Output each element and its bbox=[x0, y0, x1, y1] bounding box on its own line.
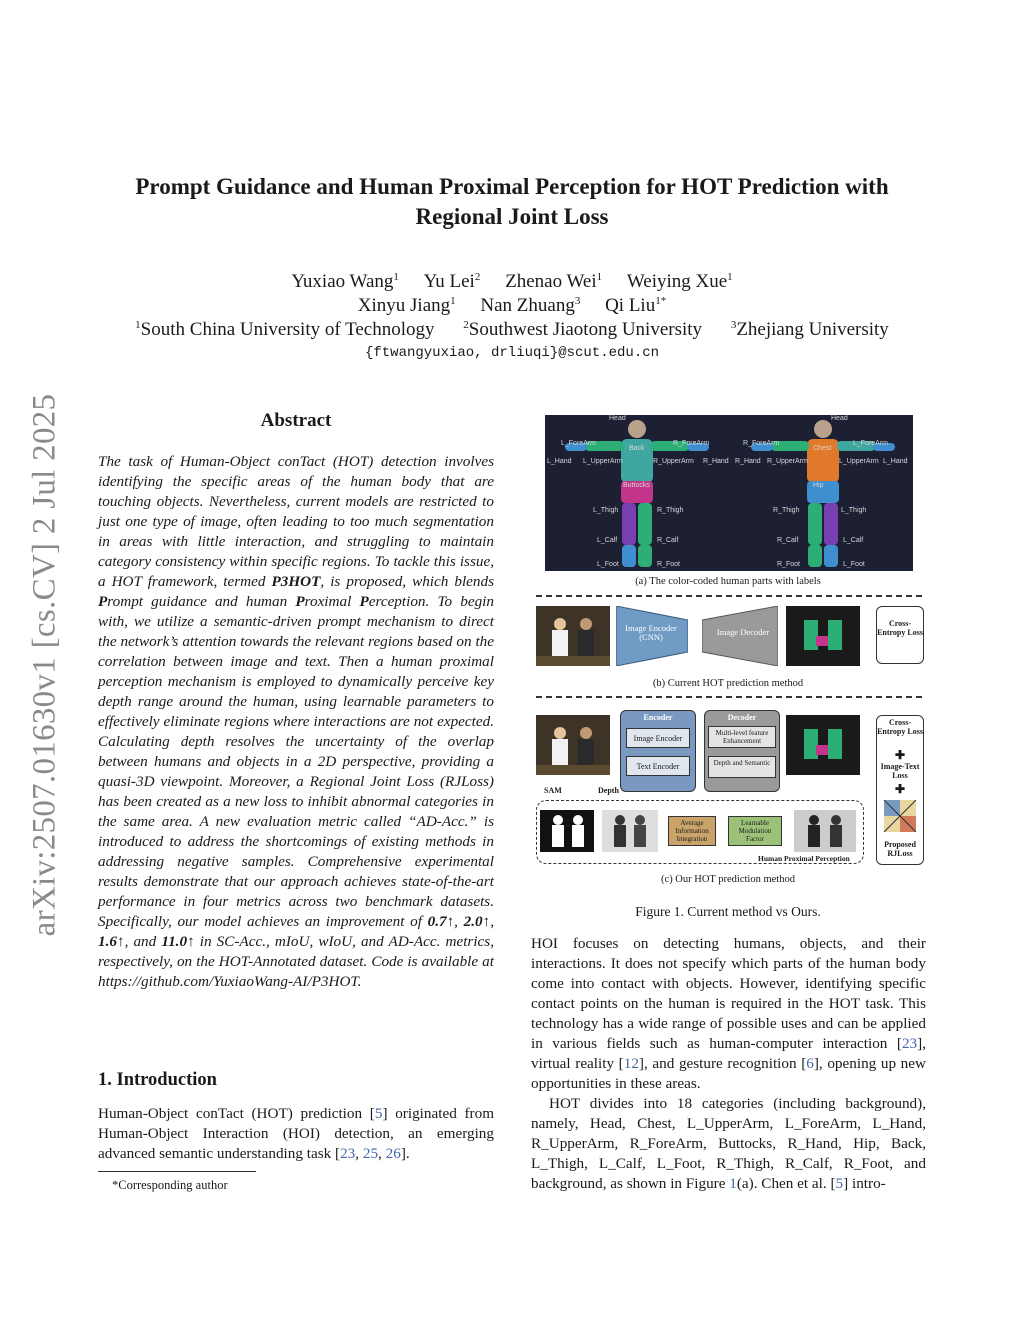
cross-entropy-loss-b: Cross-Entropy Loss bbox=[876, 606, 924, 664]
part-label: R_Foot bbox=[777, 561, 800, 568]
rjloss-grid-icon bbox=[884, 800, 916, 832]
paper-title: Prompt Guidance and Human Proximal Perception for HOT Prediction with Regional Joint Loss bbox=[135, 174, 889, 229]
part-label: L_Thigh bbox=[841, 507, 867, 514]
part-label: R_Hand bbox=[703, 458, 729, 465]
right-paragraph-2: HOT divides into 18 categories (including background), namely, Head, Chest, L_UpperArm, L_ForeArm, L_Hand, R_UpperArm, R_ForeArm, Buttocks, R_Hand, Hip, Back, L_Thigh, L_Calf, L_Foot, R_Thigh, R_Calf, R_Foot, and background, as shown in Figure 1(a). Chen et al. [5] intro- bbox=[531, 1095, 926, 1192]
figure-1-caption: Figure 1. Current method vs Ours. bbox=[635, 904, 821, 919]
depth-label: Depth bbox=[598, 786, 619, 795]
part-label: L_Hand bbox=[883, 458, 908, 465]
decoder-block bbox=[704, 710, 780, 792]
figure-1a-panel bbox=[545, 415, 913, 571]
part-label: L_Foot bbox=[843, 561, 865, 568]
part-label: Hip bbox=[813, 482, 824, 489]
author-name: Nan Zhuang bbox=[480, 295, 575, 316]
affiliations bbox=[100, 318, 924, 342]
author-line-2 bbox=[100, 294, 924, 318]
part-label: R_Thigh bbox=[657, 507, 684, 514]
prediction-output-c bbox=[786, 715, 860, 775]
affiliation: South China University of Technology bbox=[140, 319, 435, 340]
prediction-output bbox=[786, 606, 860, 666]
rjloss-label: Proposed RJLoss bbox=[884, 840, 916, 858]
part-label: Buttocks bbox=[623, 482, 650, 489]
part-label: L_UpperArm bbox=[583, 458, 623, 465]
part-label: R_Foot bbox=[657, 561, 680, 568]
part-label: Head bbox=[831, 415, 848, 422]
input-photo bbox=[536, 606, 610, 666]
part-label: R_Calf bbox=[657, 537, 679, 544]
image-encoder-label: Image Encoder (CNN) bbox=[625, 623, 677, 642]
author-name: Yuxiao Wang bbox=[291, 271, 394, 292]
part-label: R_UpperArm bbox=[653, 458, 694, 465]
abstract-text: The task of Human-Object conTact (HOT) detection involves identifying the specific areas of the human body that are touching objects. Nevertheless, current models are restricted to just one type of image, often leading to too much segmentation in areas with little interaction, and struggling to maintain category consistency within specific regions. To tackle this issue, a HOT framework, termed P3HOT, is proposed, which blends Prompt guidance and human Proximal Perception. To begin with, we utilize a semantic-driven prompt mechanism to direct the network’s attention towards the relevant regions based on the correlation between image and text. Then a human proximal perception mechanism is employed to dynamically perceive key depth range around the human, using learnable parameters to effectively eliminate regions where interactions are not expected. Calculating depth resolves the uncertainty of the overlap between humans and objects in a 2D perspective, providing a quasi-3D viewpoint. Moreover, a Regional Joint Loss (RJLoss) has been created as a new loss to inhibit abnormal categories in the same area. A new evaluation metric called “AD-Acc.” is introduced to address the shortcomings of existing methods in addressing negative samples. Comprehensive experimental results demonstrate that our approach achieves state-of-the-art performance in four metrics across two benchmark datasets. Specifically, our model achieves an improvement of 0.7↑, 2.0↑, 1.6↑, and 11.0↑ in SC-Acc., mIoU, wIoU, and AD-Acc. metrics, respectively, on the HOT-Annotated dataset. Code is available at https://github.com/YuxiaoWang-AI/P3HOT. bbox=[98, 453, 495, 990]
grid-icon bbox=[884, 800, 916, 832]
part-label: L_Foot bbox=[597, 561, 619, 568]
image-text-loss: Image-Text Loss bbox=[880, 762, 920, 780]
affil-sup: 3 bbox=[730, 319, 737, 331]
part-label: Head bbox=[609, 415, 626, 422]
part-label: R_Hand bbox=[735, 458, 761, 465]
author-name: Yu Lei bbox=[423, 271, 475, 292]
intro-heading: 1. Introduction bbox=[98, 1070, 217, 1090]
author-sup: 1 bbox=[727, 271, 733, 283]
divider bbox=[536, 595, 922, 597]
part-label: R_Calf bbox=[777, 537, 799, 544]
divider bbox=[536, 696, 922, 698]
people-photo-icon bbox=[536, 715, 610, 775]
encoder-block bbox=[620, 710, 696, 792]
author-name: Weiying Xue bbox=[626, 271, 728, 292]
depth-silhouette-icon bbox=[602, 810, 658, 852]
prediction-mask-icon bbox=[786, 715, 860, 775]
author-email: {ftwangyuxiao, drliuqi}@scut.edu.cn bbox=[364, 345, 660, 361]
abstract-heading: Abstract bbox=[260, 410, 332, 431]
author-sup: 2 bbox=[474, 271, 481, 283]
affiliation: Southwest Jiaotong University bbox=[468, 319, 703, 340]
part-label: L_Calf bbox=[597, 537, 618, 544]
author-name: Zhenao Wei bbox=[505, 271, 597, 292]
right-paragraph-1: HOI focuses on detecting humans, objects, and their interactions. It does not specify which parts of the human body come into contact with objects. However, identifying specific contact points on the human is required in the HOT task. This technology has a wide range of possible uses and can be applied in various fields such as human-computer interaction [23], virtual reality [12], and gesture recognition [6], opening up new opportunities in these areas. bbox=[531, 935, 926, 1092]
hpp-label: Human Proximal Perception bbox=[758, 854, 850, 863]
input-photo-c bbox=[536, 715, 610, 775]
author-line-1 bbox=[100, 270, 924, 294]
part-label: L_ForeArm bbox=[561, 440, 597, 447]
part-label: L_Thigh bbox=[593, 507, 619, 514]
author-sup: 1 bbox=[596, 271, 603, 283]
footnote-rule bbox=[98, 1171, 256, 1172]
figure-1 bbox=[530, 410, 926, 925]
affil-sup: 1 bbox=[135, 319, 141, 331]
part-label: L_UpperArm bbox=[839, 458, 879, 465]
footnote: *Corresponding author bbox=[112, 1178, 228, 1192]
arxiv-stamp bbox=[20, 385, 70, 945]
affil-sup: 2 bbox=[463, 319, 469, 331]
depth-silhouette-icon bbox=[794, 810, 856, 852]
part-label: R_UpperArm bbox=[767, 458, 808, 465]
arxiv-stamp-text: arXiv:2507.01630v1 [cs.CV] 2 Jul 2025 bbox=[26, 393, 63, 937]
plus-icon: ✚ bbox=[894, 748, 906, 762]
prediction-mask-icon bbox=[786, 606, 860, 666]
decoder-title: Decoder bbox=[727, 713, 757, 722]
part-label: L_ForeArm bbox=[853, 440, 889, 447]
sam-mask bbox=[540, 810, 594, 852]
figure-1a-caption: (a) The color-coded human parts with labels bbox=[635, 576, 821, 587]
learnable-factor-block: Learnable Modulation Factor bbox=[728, 816, 782, 846]
perceived-depth bbox=[794, 810, 856, 852]
part-label: L_Calf bbox=[843, 537, 864, 544]
part-label: Chest bbox=[813, 445, 832, 452]
sam-label: SAM bbox=[544, 786, 562, 795]
silhouette-icon bbox=[540, 810, 594, 852]
part-label: R_ForeArm bbox=[673, 440, 710, 447]
figure-1c-caption: (c) Our HOT prediction method bbox=[661, 874, 795, 885]
affiliation: Zhejiang University bbox=[736, 319, 889, 340]
author-sup: 1* bbox=[655, 295, 667, 307]
people-photo-icon bbox=[536, 606, 610, 666]
multi-level-block: Multi-level feature Enhancement bbox=[708, 726, 776, 748]
depth-semantic-block: Depth and Semantic bbox=[708, 756, 776, 778]
average-info-block: Average Information Integration bbox=[668, 816, 716, 846]
image-decoder-label: Image Decoder bbox=[716, 627, 770, 637]
part-label: R_ForeArm bbox=[743, 440, 780, 447]
author-sup: 1 bbox=[450, 295, 456, 307]
part-label: Back bbox=[629, 445, 645, 452]
part-label: L_Hand bbox=[547, 458, 572, 465]
part-label: R_Thigh bbox=[773, 507, 800, 514]
figure-1b-caption: (b) Current HOT prediction method bbox=[652, 678, 804, 689]
author-sup: 3 bbox=[574, 295, 581, 307]
encoder-title: Encoder bbox=[643, 713, 673, 722]
image-encoder-block: Image Encoder bbox=[626, 728, 690, 748]
author-sup: 1 bbox=[393, 271, 399, 283]
cross-entropy-loss-c: Cross-Entropy Loss bbox=[877, 718, 923, 736]
depth-map bbox=[602, 810, 658, 852]
intro-text: Human-Object conTact (HOT) prediction [5] originated from Human-Object Interaction (HOI) detection, an emerging advanced semantic understanding task [23, 25, 26]. bbox=[98, 1105, 495, 1162]
author-name: Xinyu Jiang bbox=[357, 295, 451, 316]
author-name: Qi Liu bbox=[605, 295, 656, 316]
human-parts-illustration bbox=[545, 415, 913, 571]
plus-icon: ✚ bbox=[894, 782, 906, 796]
text-encoder-block: Text Encoder bbox=[626, 756, 690, 776]
